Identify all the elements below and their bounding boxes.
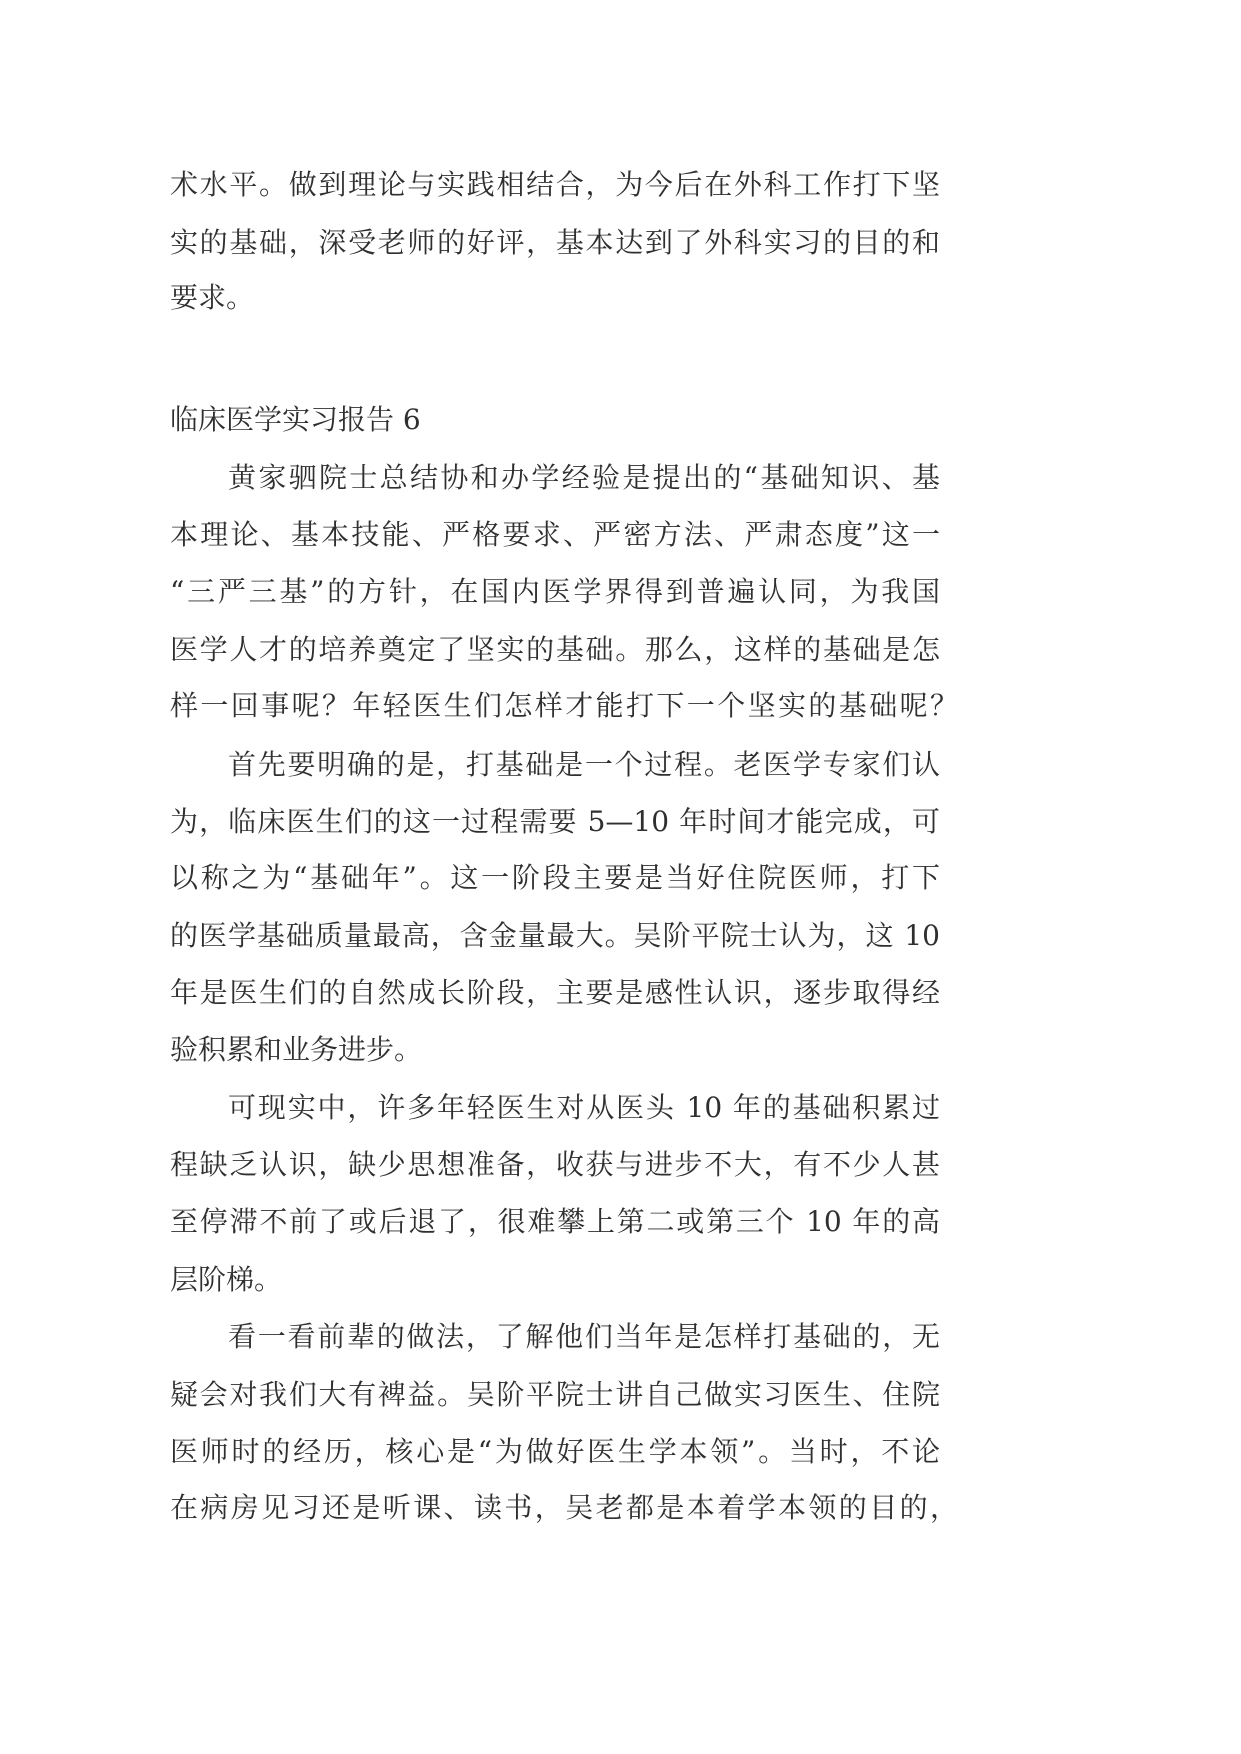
text-line: 医师时的经历，核心是“为做好医生学本领”。当时，不论: [170, 1435, 940, 1468]
text-line: “三严三基”的方针，在国内医学界得到普遍认同，为我国: [170, 575, 940, 608]
text-line: 程缺乏认识，缺少思想准备，收获与进步不大，有不少人甚: [170, 1148, 940, 1181]
text-line: 看一看前辈的做法，了解他们当年是怎样打基础的，无: [228, 1320, 940, 1353]
text-line: 术水平。做到理论与实践相结合，为今后在外科工作打下坚: [170, 168, 940, 201]
text-line: 黄家驷院士总结协和办学经验是提出的“基础知识、基: [228, 461, 940, 494]
text-line: 样一回事呢？年轻医生们怎样才能打下一个坚实的基础呢？: [170, 689, 958, 722]
text-line: 验积累和业务进步。: [170, 1033, 423, 1066]
text-line: 的医学基础质量最高，含金量最大。吴阶平院士认为，这 10: [170, 919, 940, 952]
text-line: 层阶梯。: [170, 1263, 283, 1296]
text-line: 要求。: [170, 281, 255, 314]
text-line: 以称之为“基础年”。这一阶段主要是当好住院医师，打下: [170, 861, 940, 894]
text-line: 至停滞不前了或后退了，很难攀上第二或第三个 10 年的高: [170, 1205, 940, 1238]
text-line: 本理论、基本技能、严格要求、严密方法、严肃态度”这一: [170, 518, 940, 551]
text-line: 医学人才的培养奠定了坚实的基础。那么，这样的基础是怎: [170, 633, 940, 666]
section-heading: 临床医学实习报告 6: [170, 403, 421, 436]
text-line: 可现实中，许多年轻医生对从医头 10 年的基础积累过: [228, 1091, 940, 1124]
text-line: 疑会对我们大有裨益。吴阶平院士讲自己做实习医生、住院: [170, 1378, 940, 1411]
text-line: 在病房见习还是听课、读书，吴老都是本着学本领的目的，: [170, 1491, 958, 1524]
text-line: 实的基础，深受老师的好评，基本达到了外科实习的目的和: [170, 226, 940, 259]
text-line: 为，临床医生们的这一过程需要 5—10 年时间才能完成，可: [170, 805, 940, 838]
text-line: 年是医生们的自然成长阶段，主要是感性认识，逐步取得经: [170, 976, 940, 1009]
text-line: 首先要明确的是，打基础是一个过程。老医学专家们认: [228, 748, 940, 781]
